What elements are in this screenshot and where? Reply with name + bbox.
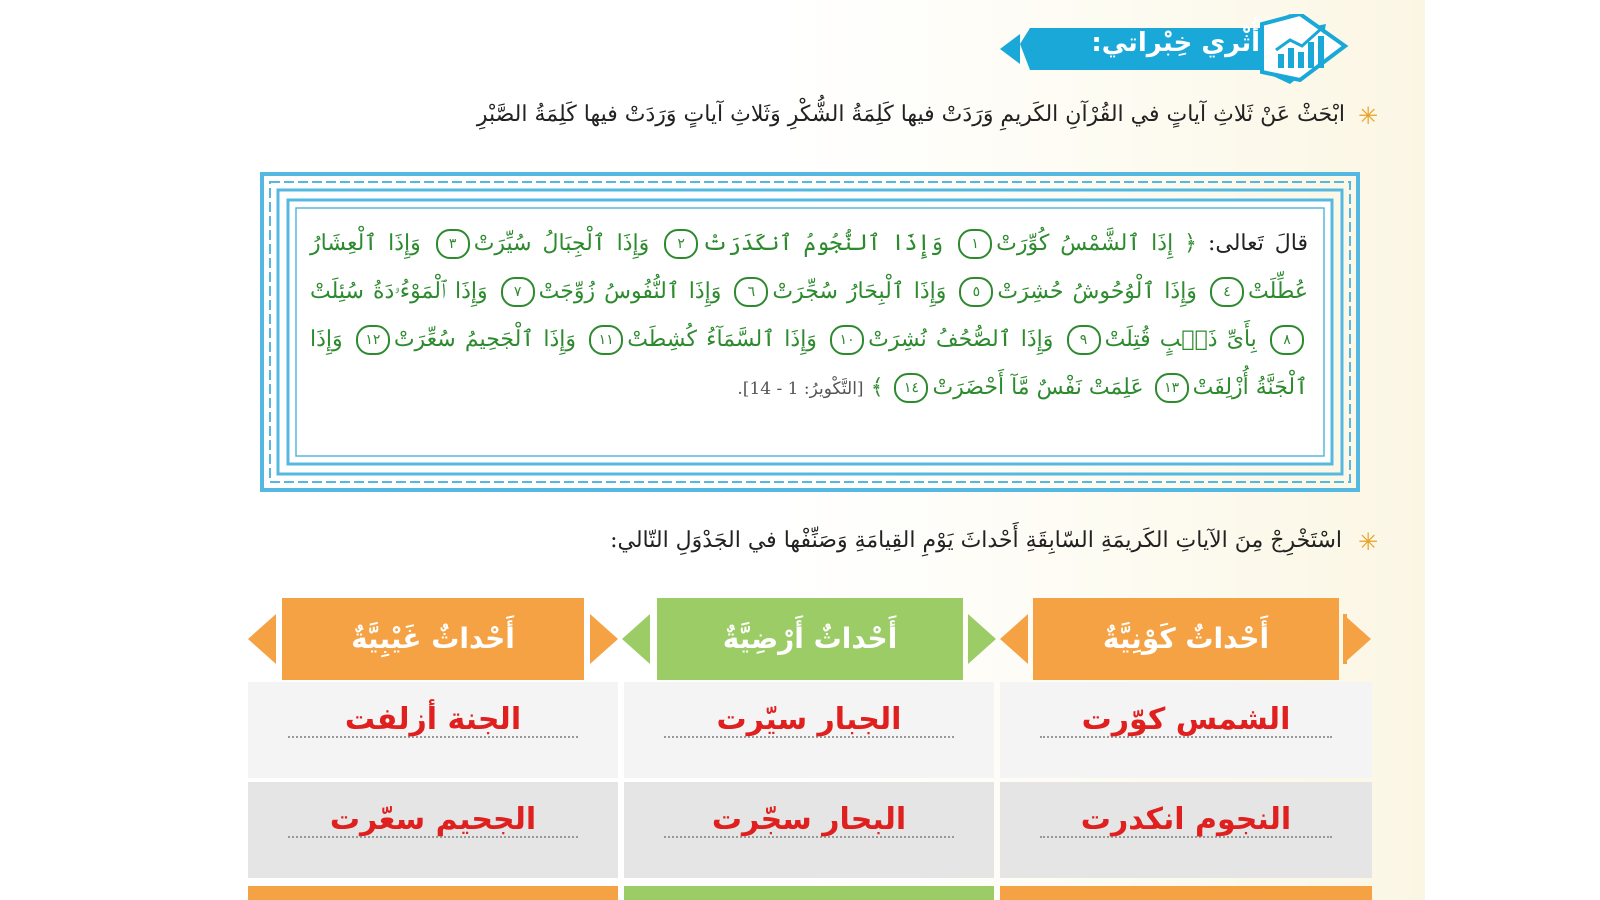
star-bullet-icon: ✳ — [1358, 528, 1379, 556]
quran-verses-frame — [260, 172, 1360, 492]
column-header-cosmic: أَحْداثٌ كَوْنِيَّةٌ — [1033, 598, 1339, 680]
verse-text: وَإِذَا ٱلْوُحُوشُ حُشِرَتْ — [997, 279, 1197, 304]
verse-text: وَإِذَا ٱلصُّحُفُ نُشِرَتْ — [868, 327, 1054, 352]
arrow-left-icon — [248, 614, 278, 664]
verse-text: وَإِذَا ٱلْجِبَالُ سُيِّرَتْ — [473, 231, 650, 256]
ayah-number-badge: ٩ — [1067, 325, 1101, 355]
verse-text: وَإِذَا ٱلْعِشَارُ عُطِّلَتْ — [310, 231, 1309, 304]
arrow-right-icon — [1343, 614, 1373, 664]
answer-text: الجحيم سعّرت — [329, 802, 537, 837]
arrow-left-icon — [1000, 614, 1030, 664]
table-cell — [1000, 682, 1372, 778]
ornament-close-icon: ﴾ — [870, 375, 884, 400]
arrow-left-icon — [622, 614, 652, 664]
table-cell — [624, 782, 994, 878]
verse-text: وَإِذَا ٱلْبِحَارُ سُجِّرَتْ — [772, 279, 947, 304]
ayah-number-badge: ١ — [958, 229, 992, 259]
ayah-number-badge: ١٢ — [356, 325, 390, 355]
instruction-research: ابْحَثْ عَنْ ثَلاثِ آياتٍ في القُرْآنِ الكَريمِ وَرَدَتْ فيها كَلِمَةُ الشُّكْرِ وَثَلاثِ آياتٍ وَرَدَتْ فيها كَلِمَةُ الصَّبْرِ — [476, 102, 1345, 127]
verse-text: عَلِمَتْ نَفْسٌ مَّآ أَحْضَرَتْ — [932, 375, 1144, 400]
column-header-earthly: أَحْداثٌ أَرْضِيَّةٌ — [657, 598, 963, 680]
footer-bar — [1000, 886, 1372, 900]
ayah-number-badge: ٦ — [734, 277, 768, 307]
verse-reference: [التَّكْويرُ: 1 - 14]. — [737, 379, 864, 399]
verse-text: وَإِذَا ٱلنُّجُومُ ٱنكَدَرَتْ — [702, 231, 944, 256]
table-cell — [624, 682, 994, 778]
ayah-number-badge: ٤ — [1210, 277, 1244, 307]
verse-text: وَإِذَا ٱلْجَنَّةُ أُزْلِفَتْ — [310, 327, 1308, 400]
ayah-number-badge: ١٠ — [830, 325, 864, 355]
section-title: أُثْري خِبْراتي: — [1091, 28, 1260, 58]
section-banner — [1000, 14, 1340, 74]
quran-intro: قالَ تَعالى: — [1207, 231, 1308, 256]
table-cell — [248, 782, 618, 878]
ornament-open-icon: ﴿ — [1184, 231, 1198, 256]
verse-text: وَإِذَا ٱلنُّفُوسُ زُوِّجَتْ — [538, 279, 722, 304]
quran-verses — [310, 220, 1308, 444]
instruction-extract: اسْتَخْرِجْ مِنَ الآياتِ الكَريمَةِ السّابِقَةِ أَحْداثَ يَوْمِ القِيامَةِ وَصَنِّفْها في الجَدْوَلِ التّالي: — [610, 528, 1342, 553]
verse-text: وَإِذَا ٱلْمَوْءُۥدَةُ سُئِلَتْ — [310, 279, 488, 304]
table-cell — [248, 682, 618, 778]
ayah-number-badge: ٨ — [1270, 325, 1304, 355]
verse-text: وَإِذَا ٱلْجَحِيمُ سُعِّرَتْ — [393, 327, 577, 352]
footer-bar — [624, 886, 994, 900]
star-bullet-icon: ✳ — [1358, 102, 1379, 130]
answer-text: الجنة أزلفت — [344, 702, 522, 737]
arrow-right-icon — [590, 614, 620, 664]
ayah-number-badge: ١١ — [589, 325, 623, 355]
ayah-number-badge: ٧ — [501, 277, 535, 307]
verses-list — [310, 231, 1308, 400]
ayah-number-badge: ٣ — [436, 229, 470, 259]
verse-text: بِأَىِّ ذَنۢبٍ قُتِلَتْ — [1104, 327, 1257, 352]
footer-bar — [248, 886, 618, 900]
answer-text: الجبار سيّرت — [716, 702, 902, 737]
ayah-number-badge: ١٣ — [1155, 373, 1189, 403]
table-cell — [1000, 782, 1372, 878]
verse-text: إِذَا ٱلشَّمْسُ كُوِّرَتْ — [996, 231, 1174, 256]
ayah-number-badge: ١٤ — [894, 373, 928, 403]
verse-text: وَإِذَا ٱلسَّمَآءُ كُشِطَتْ — [627, 327, 817, 352]
answer-text: النجوم انكدرت — [1080, 802, 1292, 837]
arrow-right-icon — [968, 614, 998, 664]
ayah-number-badge: ٢ — [664, 229, 698, 259]
answer-text: الشمس كوّرت — [1081, 702, 1291, 737]
answer-text: البحار سجّرت — [711, 802, 907, 837]
column-header-unseen: أَحْداثٌ غَيْبِيَّةٌ — [282, 598, 584, 680]
rising-chart-icon — [1272, 22, 1332, 72]
ayah-number-badge: ٥ — [959, 277, 993, 307]
